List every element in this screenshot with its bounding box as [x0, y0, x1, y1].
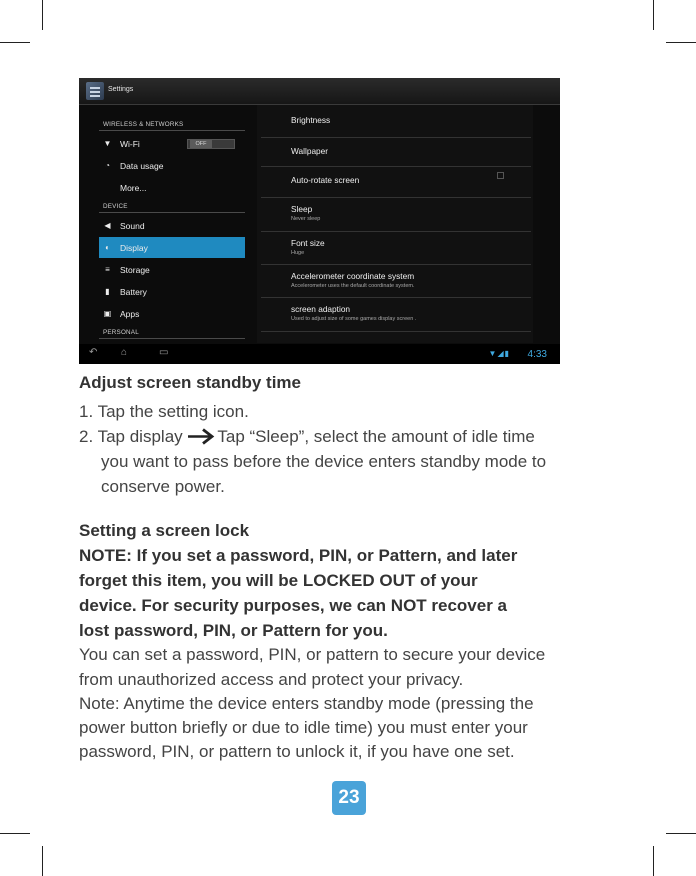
setting-title: Sleep — [291, 204, 313, 214]
apps-icon: ▣ — [103, 309, 112, 318]
display-settings-list — [257, 105, 533, 343]
arrow-right-icon — [187, 428, 217, 445]
note-line: NOTE: If you set a password, PIN, or Pattern, and later — [79, 546, 518, 565]
nav-label-more: More... — [120, 183, 147, 193]
nav-item-display[interactable] — [99, 237, 245, 258]
setting-title: Wallpaper — [291, 146, 329, 156]
crop-mark — [666, 42, 696, 43]
nav-label-data-usage: Data usage — [120, 161, 164, 171]
data-usage-icon: ◔ — [105, 161, 110, 170]
wifi-toggle[interactable] — [187, 139, 235, 149]
body-line: Note: Anytime the device enters standby mode (pressing the — [79, 694, 534, 713]
step-2 — [79, 427, 535, 447]
note-line: lost password, PIN, or Pattern for you. — [79, 621, 388, 640]
step-2-continued: you want to pass before the device enters standby mode to — [101, 452, 547, 471]
body-line: You can set a password, PIN, or pattern to secure your device — [79, 645, 546, 664]
crop-mark — [42, 846, 43, 876]
setting-wallpaper[interactable] — [257, 138, 533, 167]
wifi-status-icon: ▼ — [488, 349, 498, 358]
crop-mark — [653, 846, 654, 876]
display-icon: ◐ — [105, 243, 110, 252]
wifi-toggle-label: OFF — [190, 140, 212, 148]
body-line: power button briefly or due to idle time) you must enter your — [79, 718, 528, 737]
back-icon[interactable]: ↶ — [89, 347, 98, 358]
signal-icon: ◢ — [497, 349, 505, 358]
setting-title: Accelerometer coordinate system — [291, 271, 415, 281]
crop-mark — [42, 0, 43, 30]
note-line: forget this item, you will be LOCKED OUT of your — [79, 571, 478, 590]
step-2-end: Tap “Sleep”, select the amount of idle time — [217, 427, 535, 446]
system-bar — [79, 344, 560, 364]
setting-title: Auto-rotate screen — [291, 175, 360, 185]
divider — [99, 130, 245, 131]
nav-item-sound[interactable] — [99, 215, 245, 236]
nav-label-sound: Sound — [120, 221, 145, 231]
nav-label-wifi: Wi-Fi — [120, 139, 140, 149]
body-line: password, PIN, or pattern to unlock it, if you have one set. — [79, 742, 515, 761]
crop-mark — [0, 42, 30, 43]
storage-icon: ≡ — [105, 265, 110, 274]
setting-sleep[interactable] — [257, 198, 533, 232]
nav-label-storage: Storage — [120, 265, 150, 275]
setting-font-size[interactable] — [257, 232, 533, 265]
step-1: 1. Tap the setting icon. — [79, 402, 249, 421]
body-line: from unauthorized access and protect your privacy. — [79, 670, 464, 689]
home-icon[interactable]: ⌂ — [121, 347, 128, 358]
setting-screen-adaption[interactable] — [257, 298, 533, 332]
divider — [99, 338, 245, 339]
status-icons — [489, 349, 510, 358]
setting-title: Brightness — [291, 115, 331, 125]
settings-app-icon — [86, 82, 104, 100]
speaker-icon: ◀ — [104, 221, 111, 230]
crop-mark — [0, 833, 30, 834]
nav-item-wifi[interactable] — [99, 133, 245, 154]
setting-summary: Huge — [291, 250, 305, 256]
nav-label-battery: Battery — [120, 287, 147, 297]
wifi-icon: ▼ — [103, 139, 112, 148]
heading-standby: Adjust screen standby time — [79, 373, 302, 392]
setting-accelerometer[interactable] — [257, 265, 533, 298]
setting-title: Font size — [291, 238, 325, 248]
heading-screen-lock: Setting a screen lock — [79, 521, 250, 540]
nav-item-battery[interactable] — [99, 281, 245, 302]
step-2-start: 2. Tap display — [79, 427, 183, 446]
battery-icon: ▮ — [105, 287, 110, 296]
nav-item-more[interactable] — [99, 177, 245, 198]
settings-nav — [79, 105, 247, 343]
recent-apps-icon[interactable]: ▭ — [159, 347, 169, 358]
setting-brightness[interactable] — [257, 105, 533, 138]
page-number-badge: 23 — [332, 781, 366, 815]
nav-item-data-usage[interactable] — [99, 155, 245, 176]
action-bar — [79, 78, 560, 105]
step-2-continued: conserve power. — [101, 477, 225, 496]
setting-summary: Accelerometer uses the default coordinate system. — [291, 283, 415, 289]
setting-summary: Never sleep — [291, 216, 321, 222]
nav-item-storage[interactable] — [99, 259, 245, 280]
nav-label-apps: Apps — [120, 309, 140, 319]
section-header-device: DEVICE — [103, 203, 128, 210]
crop-mark — [653, 0, 654, 30]
note-line: device. For security purposes, we can NOT recover a — [79, 596, 508, 615]
auto-rotate-checkbox[interactable] — [497, 172, 504, 179]
app-title: Settings — [108, 86, 134, 93]
section-header-personal: PERSONAL — [103, 329, 139, 336]
nav-item-apps[interactable] — [99, 303, 245, 324]
battery-status-icon: ▮ — [504, 349, 510, 358]
divider — [99, 212, 245, 213]
setting-summary: Used to adjust size of some games display screen . — [291, 316, 417, 322]
setting-auto-rotate[interactable] — [257, 167, 533, 198]
crop-mark — [666, 833, 696, 834]
nav-label-display: Display — [120, 243, 148, 253]
clock: 4:33 — [527, 349, 547, 360]
settings-screenshot — [79, 78, 560, 364]
section-header-wireless: WIRELESS & NETWORKS — [103, 121, 184, 128]
setting-title: screen adaption — [291, 304, 351, 314]
divider — [261, 331, 531, 332]
